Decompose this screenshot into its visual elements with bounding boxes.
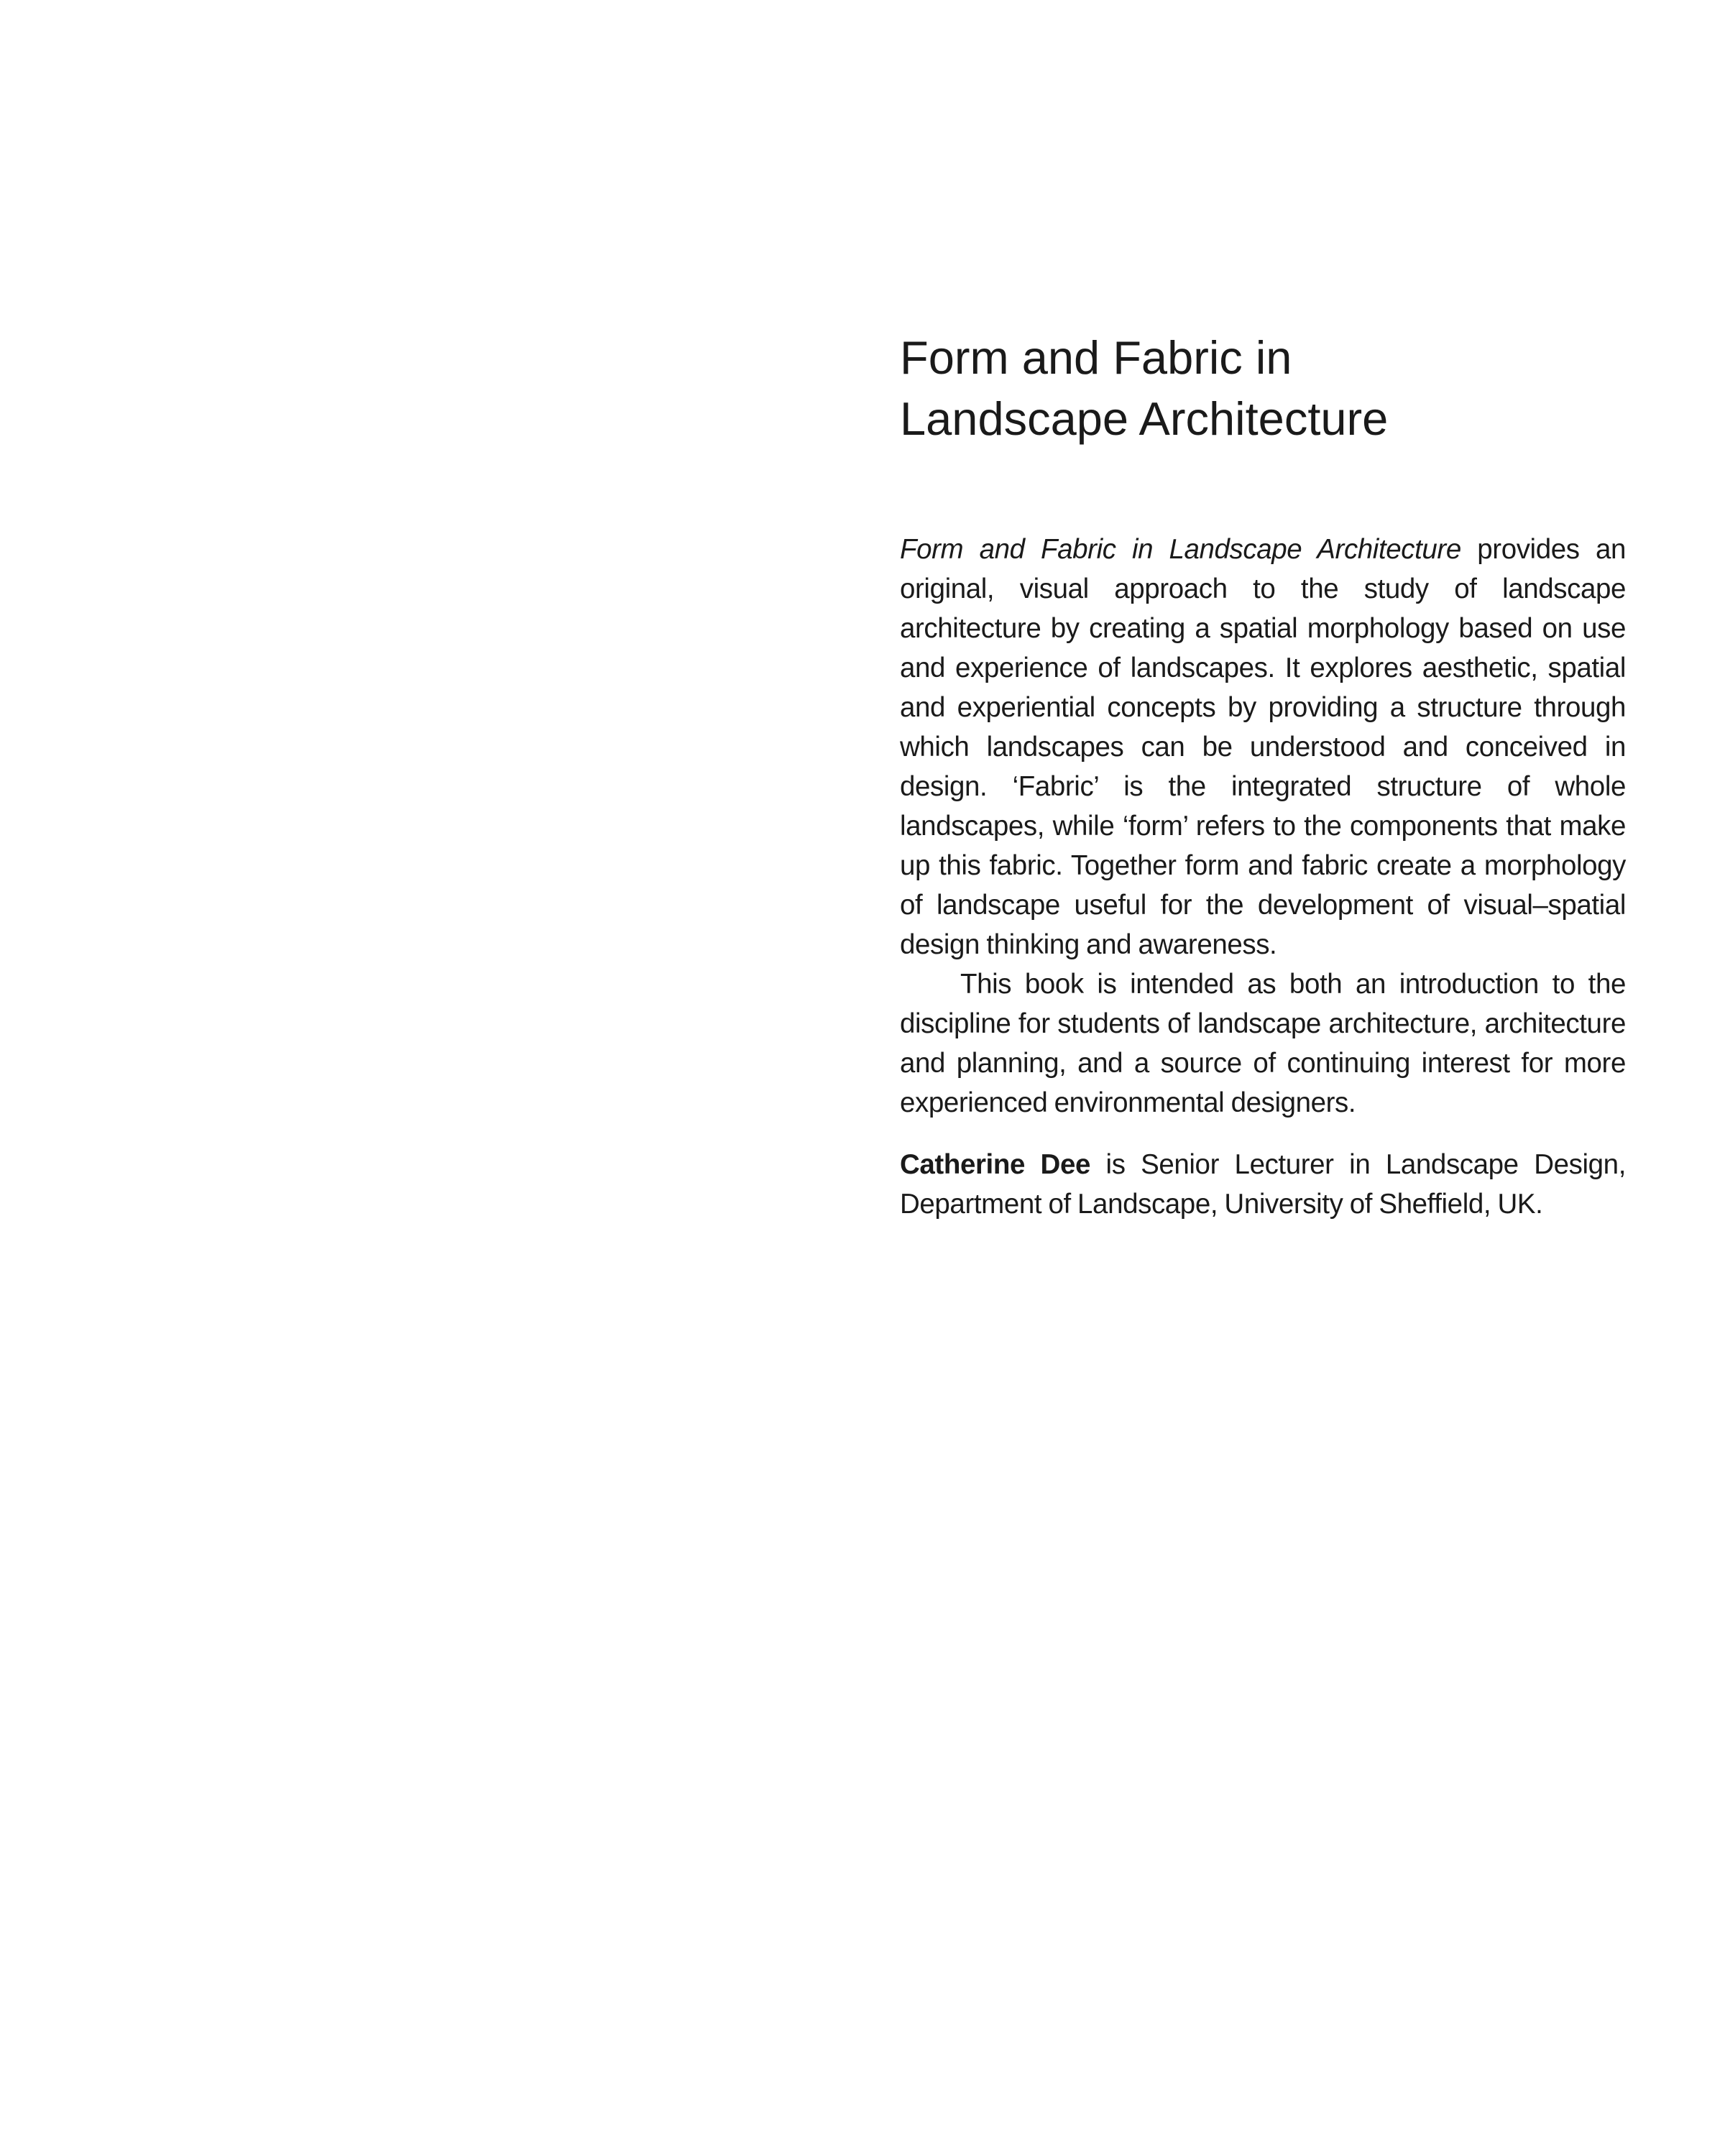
author-name: Catherine Dee	[900, 1149, 1090, 1180]
description-book-title: Form and Fabric in Landscape Architecture	[900, 534, 1461, 565]
description-paragraph-1-text: provides an original, visual approach to the study of landscape architecture by creating a spatial morphology based on use and experience of landscapes. It explores aesthetic, spatial and experiential concepts by providing a structure through which landscapes can be understood and conceived in design. ‘Fabric’ is the integrated structure of whole landscapes, while ‘form’ refers to the components that make up this fabric. Together form and fabric create a morphology of landscape useful for the development of visual–spatial design thinking and awareness.	[900, 534, 1626, 960]
book-title-line-1: Form and Fabric in	[900, 331, 1292, 384]
description-paragraph-2: This book is intended as both an introduction to the discipline for students of landscape architecture, architecture and planning, and a source of continuing interest for more experienced environmental designers.	[900, 969, 1626, 1118]
book-title-line-2: Landscape Architecture	[900, 392, 1389, 445]
author-bio	[900, 1145, 1626, 1224]
back-cover-text	[900, 327, 1626, 1224]
book-title-heading	[900, 327, 1626, 449]
description-paragraph-1	[900, 530, 1626, 964]
author-bio-text: is Senior Lecturer in Landscape Design, Department of Landscape, University of Sheffield, UK.	[900, 1149, 1626, 1220]
